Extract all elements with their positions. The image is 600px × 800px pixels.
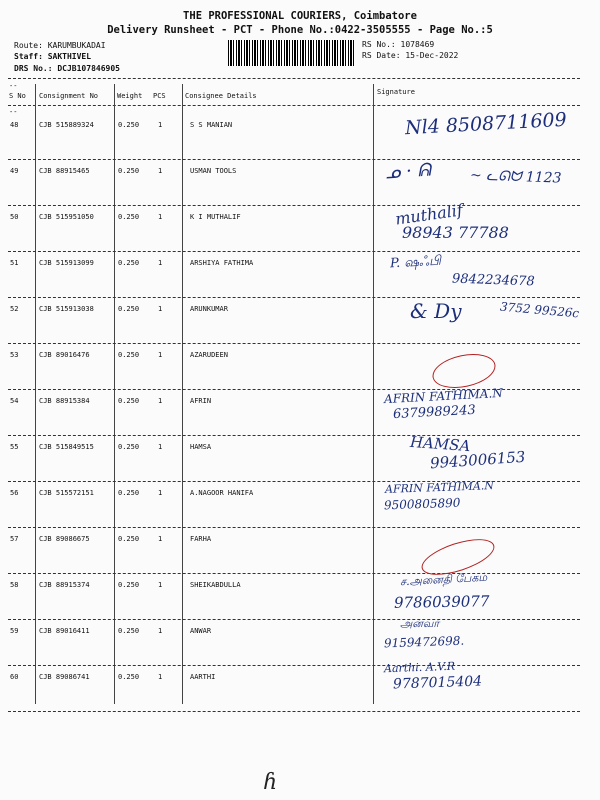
handwritten-signature: muthalif [394, 200, 464, 229]
divider [8, 78, 580, 79]
row-sno: 53 [10, 351, 19, 359]
row-weight: 0.250 [118, 305, 140, 313]
row-pcs: 1 [158, 397, 163, 405]
row-pcs: 1 [158, 305, 163, 313]
column-rule [35, 84, 36, 704]
column-rule [114, 84, 115, 704]
handwritten-phone: 9500805890 [383, 495, 461, 513]
handwritten-signature: AFRIN FATHIMA.N [383, 385, 504, 407]
row-consignee: AZARUDEEN [190, 351, 228, 359]
row-consignment: CJB 515849515 [39, 443, 94, 451]
divider-mark: -- [9, 82, 18, 90]
row-sno: 60 [10, 673, 19, 681]
row-divider [8, 205, 580, 206]
handwritten-phone: 9842234678 [451, 271, 535, 290]
row-sno: 50 [10, 213, 19, 221]
row-consignee: FARHA [190, 535, 212, 543]
row-consignment: CJB 89016411 [39, 627, 90, 635]
row-weight: 0.250 [118, 213, 140, 221]
row-consignment: CJB 515951050 [39, 213, 94, 221]
handwritten-signature: P. ஷஃபி [389, 253, 442, 272]
handwritten-signature: Aarthi. A.V.R [383, 659, 456, 676]
document-subtitle: Delivery Runsheet - PCT - Phone No.:0422-3505555 - Page No.:5 [107, 24, 493, 36]
row-consignment: CJB 88915384 [39, 397, 90, 405]
row-weight: 0.250 [118, 443, 140, 451]
col-weight: Weight [117, 92, 143, 100]
row-pcs: 1 [158, 673, 163, 681]
handwritten-phone: 98943 77788 [402, 223, 509, 242]
handwritten-phone: 3752 99526c [499, 299, 580, 321]
row-sno: 52 [10, 305, 19, 313]
col-pcs: PCS [153, 92, 166, 100]
row-sno: 54 [10, 397, 19, 405]
row-consignment: CJB 515572151 [39, 489, 94, 497]
row-consignment: CJB 515913038 [39, 305, 94, 313]
col-sno: S No [9, 92, 26, 100]
row-consignment: CJB 89086675 [39, 535, 90, 543]
row-consignment: CJB 515913099 [39, 259, 94, 267]
row-weight: 0.250 [118, 397, 140, 405]
handwritten-phone: ~ ᓚᘏᗢ 1123 [469, 167, 562, 187]
row-consignee: HAMSA [190, 443, 212, 451]
row-consignee: SHEIKABDULLA [190, 581, 241, 589]
row-weight: 0.250 [118, 489, 140, 497]
row-consignee: ARSHIYA FATHIMA [190, 259, 254, 267]
row-consignee: A.NAGOOR HANIFA [190, 489, 254, 497]
row-weight: 0.250 [118, 167, 140, 175]
rs-date: RS Date: 15-Dec-2022 [362, 51, 459, 60]
row-divider [8, 481, 580, 482]
row-consignee: AARTHI [190, 673, 216, 681]
rs-number: RS No.: 1078469 [362, 40, 435, 49]
column-rule [182, 84, 183, 704]
row-divider [8, 711, 580, 712]
row-consignee: USMAN TOOLS [190, 167, 237, 175]
row-consignee: ANWAR [190, 627, 212, 635]
row-sno: 58 [10, 581, 19, 589]
handwritten-phone: 9159472698. [383, 633, 465, 651]
row-weight: 0.250 [118, 535, 140, 543]
document-title: THE PROFESSIONAL COURIERS, Coimbatore [183, 10, 417, 22]
handwritten-signature: ச.அனைதி பேகம் [399, 570, 488, 589]
row-divider [8, 527, 580, 528]
row-consignee: AFRIN [190, 397, 212, 405]
handwritten-signature: & Dy [410, 299, 462, 323]
row-weight: 0.250 [118, 673, 140, 681]
row-weight: 0.250 [118, 121, 140, 129]
row-pcs: 1 [158, 167, 163, 175]
row-sno: 49 [10, 167, 19, 175]
row-divider [8, 159, 580, 160]
row-consignment: CJB 89086741 [39, 673, 90, 681]
row-consignee: K I MUTHALIF [190, 213, 241, 221]
row-sno: 56 [10, 489, 19, 497]
handwritten-signature: HAMSA [409, 432, 471, 456]
row-consignment: CJB 515889324 [39, 121, 94, 129]
row-divider [8, 665, 580, 666]
footer-mark: ɦ [263, 770, 278, 795]
row-divider [8, 297, 580, 298]
row-sno: 51 [10, 259, 19, 267]
col-consignee: Consignee Details [185, 92, 257, 100]
handwritten-phone: 6379989243 [392, 402, 477, 423]
row-pcs: 1 [158, 259, 163, 267]
row-divider [8, 435, 580, 436]
row-pcs: 1 [158, 443, 163, 451]
row-pcs: 1 [158, 581, 163, 589]
row-weight: 0.250 [118, 581, 140, 589]
row-weight: 0.250 [118, 259, 140, 267]
handwritten-phone: 9786039077 [393, 592, 490, 612]
row-sno: 48 [10, 121, 19, 129]
barcode-icon [228, 40, 355, 66]
divider-mark: -- [9, 108, 18, 116]
row-consignment: CJB 88915465 [39, 167, 90, 175]
divider [8, 105, 580, 106]
col-signature: Signature [377, 88, 415, 96]
row-pcs: 1 [158, 489, 163, 497]
row-pcs: 1 [158, 627, 163, 635]
handwritten-signature: அன்வர் [400, 617, 440, 630]
row-consignee: ARUNKUMAR [190, 305, 228, 313]
row-divider [8, 251, 580, 252]
row-divider [8, 573, 580, 574]
row-consignment: CJB 89016476 [39, 351, 90, 359]
handwritten-phone: 9787015404 [392, 673, 483, 693]
row-divider [8, 619, 580, 620]
row-pcs: 1 [158, 213, 163, 221]
handwritten-signature: Nl4 8508711609 [404, 108, 568, 140]
row-sno: 55 [10, 443, 19, 451]
staff-label: Staff: SAKTHIVEL [14, 52, 92, 61]
row-pcs: 1 [158, 351, 163, 359]
row-consignment: CJB 88915374 [39, 581, 90, 589]
row-divider [8, 343, 580, 344]
column-rule [373, 84, 374, 704]
row-weight: 0.250 [118, 627, 140, 635]
handwritten-phone: 9943006153 [429, 447, 526, 473]
row-consignee: S S MANIAN [190, 121, 233, 129]
row-pcs: 1 [158, 121, 163, 129]
row-weight: 0.250 [118, 351, 140, 359]
row-pcs: 1 [158, 535, 163, 543]
route-label: Route: KARUMBUKADAI [14, 41, 106, 50]
handwritten-signature: AFRIN FATHIMA.N [384, 479, 495, 496]
drs-number: DRS No.: DCJB107846905 [14, 64, 120, 73]
row-sno: 59 [10, 627, 19, 635]
row-sno: 57 [10, 535, 19, 543]
handwritten-signature: ᓄ · ᕱ [384, 159, 432, 184]
col-consignment: Consignment No [39, 92, 99, 100]
